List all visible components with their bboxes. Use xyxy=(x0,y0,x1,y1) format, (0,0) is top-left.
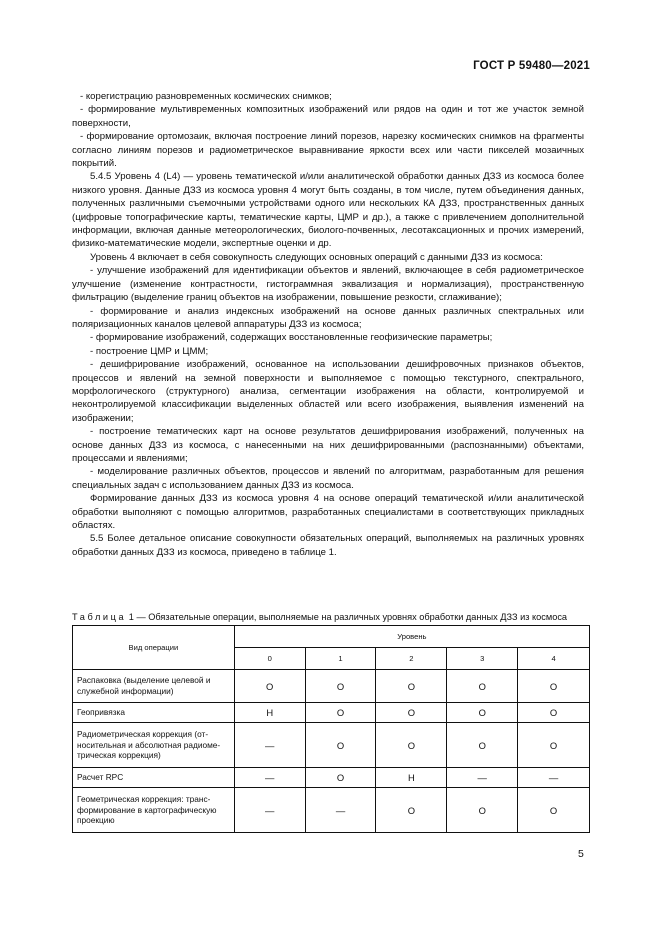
paragraph: - построение тематических карт на основе результатов дешифрирования изображений, полученных на основе данных ДЗЗ из космоса, с нанесенными на них дешифрированными (распознанными) объектами, процессами и явлениями; xyxy=(72,426,584,464)
table-caption xyxy=(72,612,592,622)
level-cell: — xyxy=(234,723,305,768)
level-cell: О xyxy=(305,670,376,703)
level-cell: О xyxy=(376,788,447,833)
level-cell: О xyxy=(518,670,590,703)
level-cell: О xyxy=(376,703,447,723)
paragraph: - формирование ортомозаик, включая построение линий порезов, нарезку космических снимков на фрагменты согласно линиям порезов и радиометрическое выравнивание яркости всех или части пикселей мозаичных покрытий. xyxy=(72,131,584,170)
paragraph: - дешифрирование изображений, основанное на использовании дешифровочных признаков объектов, процессов и явлений на земной поверхности и выполняемое с помощью текстурного, спектрального, морфологического (структурного) анализа, сегментации изображения на области, контролируемой и неконтролируемой классификации выделенных областей или всего изображения, выявления изменений на изображении; xyxy=(72,359,584,424)
standard-designation: ГОСТ Р 59480—2021 xyxy=(473,60,590,72)
level-0: 0 xyxy=(234,648,305,670)
paragraph: - формирование мультивременных композитных изображений или рядов на один и тот же участок земной поверхности, xyxy=(72,104,584,129)
level-cell: О xyxy=(376,670,447,703)
page-number: 5 xyxy=(578,848,584,860)
operation-cell: Расчет RPC xyxy=(73,768,235,788)
paragraph: - моделирование различных объектов, процессов и явлений по алгоритмам, разработанным для решения специальных задач с использованием данных ДЗЗ из космоса. xyxy=(72,466,584,491)
table-row xyxy=(73,670,590,703)
level-cell: О xyxy=(376,723,447,768)
level-3: 3 xyxy=(447,648,518,670)
table-caption-text: 1 — Обязательные операции, выполняемые на различных уровнях обработки данных ДЗЗ из космоса xyxy=(126,612,568,622)
table-row xyxy=(73,703,590,723)
level-cell: Н xyxy=(376,768,447,788)
level-cell: О xyxy=(305,703,376,723)
table-row xyxy=(73,768,590,788)
level-cell: О xyxy=(518,788,590,833)
paragraph: 5.5 Более детальное описание совокупности обязательных операций, выполняемых на различных уровнях обработки данных ДЗЗ из космоса, приведено в таблице 1. xyxy=(72,533,584,558)
level-4: 4 xyxy=(518,648,590,670)
level-cell: О xyxy=(447,670,518,703)
paragraph: - корегистрацию разновременных космических снимков; xyxy=(80,91,332,102)
operations-table xyxy=(72,625,590,833)
operation-cell: Радиометрическая коррекция (относительная и абсолютная радиометрическая коррекция) xyxy=(73,723,235,768)
paragraph: - построение ЦМР и ЦММ; xyxy=(90,345,209,357)
paragraph: - формирование изображений, содержащих восстановленные геофизические параметры; xyxy=(90,332,493,344)
table-row xyxy=(73,723,590,768)
table-header-row xyxy=(73,626,590,648)
paragraph: Уровень 4 включает в себя совокупность следующих основных операций с данными ДЗЗ из космоса: xyxy=(90,251,543,263)
level-cell: — xyxy=(305,788,376,833)
level-cell: О xyxy=(234,670,305,703)
paragraph: - улучшение изображений для идентификации объектов и явлений, включающее в себя радиометрическое улучшение (изменение контрастности, гистограммная эквализация и нормализация), пространственную фильтрацию (выделение границ объектов на изображении, повышение резкости, сглаживание); xyxy=(72,265,584,304)
operation-cell: Распаковка (выделение целевой и служебной информации) xyxy=(73,670,235,703)
paragraph: - формирование и анализ индексных изображений на основе данных различных спектральных или поляризационных каналов целевой аппаратуры ДЗЗ из космоса; xyxy=(72,305,584,330)
level-cell: — xyxy=(447,768,518,788)
level-cell: — xyxy=(234,768,305,788)
level-1: 1 xyxy=(305,648,376,670)
table-caption-label: Таблица xyxy=(72,612,127,622)
level-cell: О xyxy=(447,703,518,723)
header-level: Уровень xyxy=(234,626,589,648)
header-operation-type: Вид операции xyxy=(73,626,235,670)
paragraph: Формирование данных ДЗЗ из космоса уровня 4 на основе операций тематической и/или аналитической обработки выполняют с помощью алгоритмов, разработанных специалистами в соответствующих прикладных областях. xyxy=(72,493,584,531)
table-row xyxy=(73,788,590,833)
document-body xyxy=(72,90,584,559)
level-cell: О xyxy=(447,723,518,768)
level-cell: Н xyxy=(234,703,305,723)
level-cell: О xyxy=(305,768,376,788)
level-cell: О xyxy=(518,723,590,768)
paragraph: 5.4.5 Уровень 4 (L4) — уровень тематической и/или аналитической обработки данных ДЗЗ из космоса более низкого уровня. Данные ДЗЗ из космоса уровня 4 могут быть созданы, в том числе, путем объединения данных, полученных различными съемочными устройствами одного или нескольких КА ДЗЗ, пространственных данных (цифровые топографические карты, тематические карты, ЦМР и др.), а также с привлечением дополнительной информации, включая данные метеорологических, биолого-почвенных, лесотаксационных и прочих измерений, физико-математические модели, экспертные оценки и др. xyxy=(72,171,584,250)
level-2: 2 xyxy=(376,648,447,670)
level-cell: О xyxy=(447,788,518,833)
operation-cell: Геопривязка xyxy=(73,703,235,723)
level-cell: О xyxy=(518,703,590,723)
level-cell: О xyxy=(305,723,376,768)
level-cell: — xyxy=(518,768,590,788)
level-cell: — xyxy=(234,788,305,833)
operation-cell: Геометрическая коррекция: трансформирование в картографическую проекцию xyxy=(73,788,235,833)
